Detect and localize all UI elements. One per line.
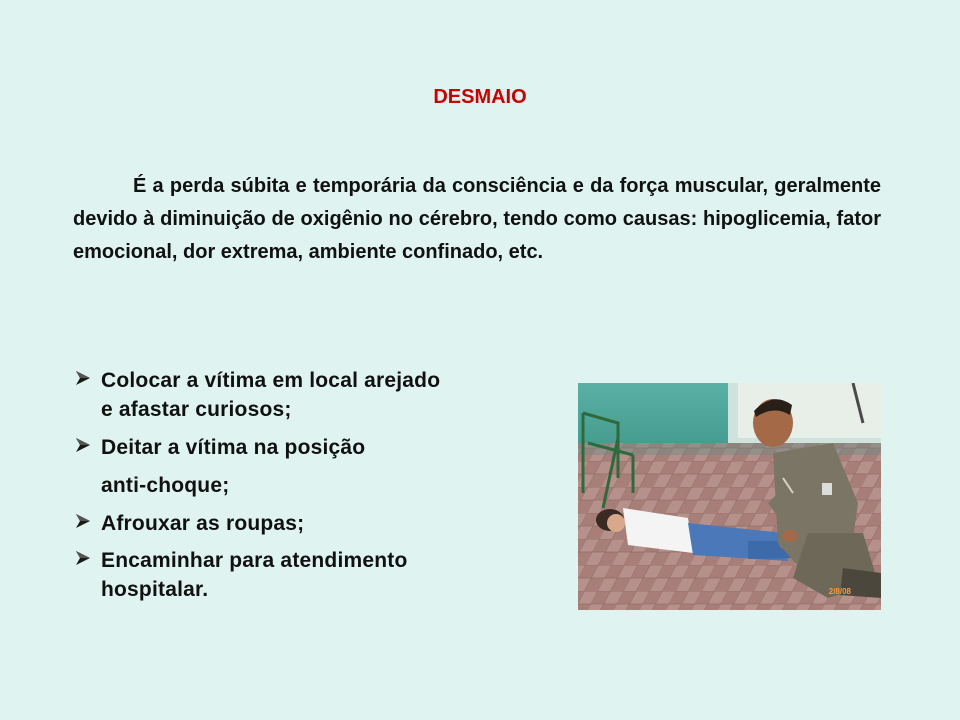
first-aid-steps-list <box>74 366 544 604</box>
step-text-line: Colocar a vítima em local arejado <box>101 369 441 392</box>
step-item <box>74 509 544 538</box>
step-text-line: e afastar curiosos; <box>101 398 292 421</box>
arrowhead-bullet-icon <box>74 512 92 530</box>
slide-title: DESMAIO <box>433 86 527 108</box>
step-text-line: anti-choque; <box>101 474 230 497</box>
step-text-line: Encaminhar para atendimento <box>101 549 408 572</box>
step-text-line: Afrouxar as roupas; <box>101 512 305 535</box>
arrowhead-bullet-icon <box>74 549 92 567</box>
photo-illustration <box>578 383 881 610</box>
first-aid-photo <box>578 383 881 610</box>
step-item <box>74 366 544 424</box>
arrowhead-bullet-icon <box>74 369 92 387</box>
step-item <box>74 546 544 604</box>
photo-date-stamp: 2/8/08 <box>828 587 851 596</box>
step-item <box>74 433 544 500</box>
arrowhead-bullet-icon <box>74 436 92 454</box>
definition-paragraph: É a perda súbita e temporária da consciência e da força muscular, geralmente devido à diminuição de oxigênio no cérebro, tendo como causas: hipoglicemia, fator emocional, dor extrema, ambiente confinado, etc. <box>73 175 881 263</box>
step-text-line: Deitar a vítima na posição <box>101 436 366 459</box>
step-text-line: hospitalar. <box>101 578 209 601</box>
